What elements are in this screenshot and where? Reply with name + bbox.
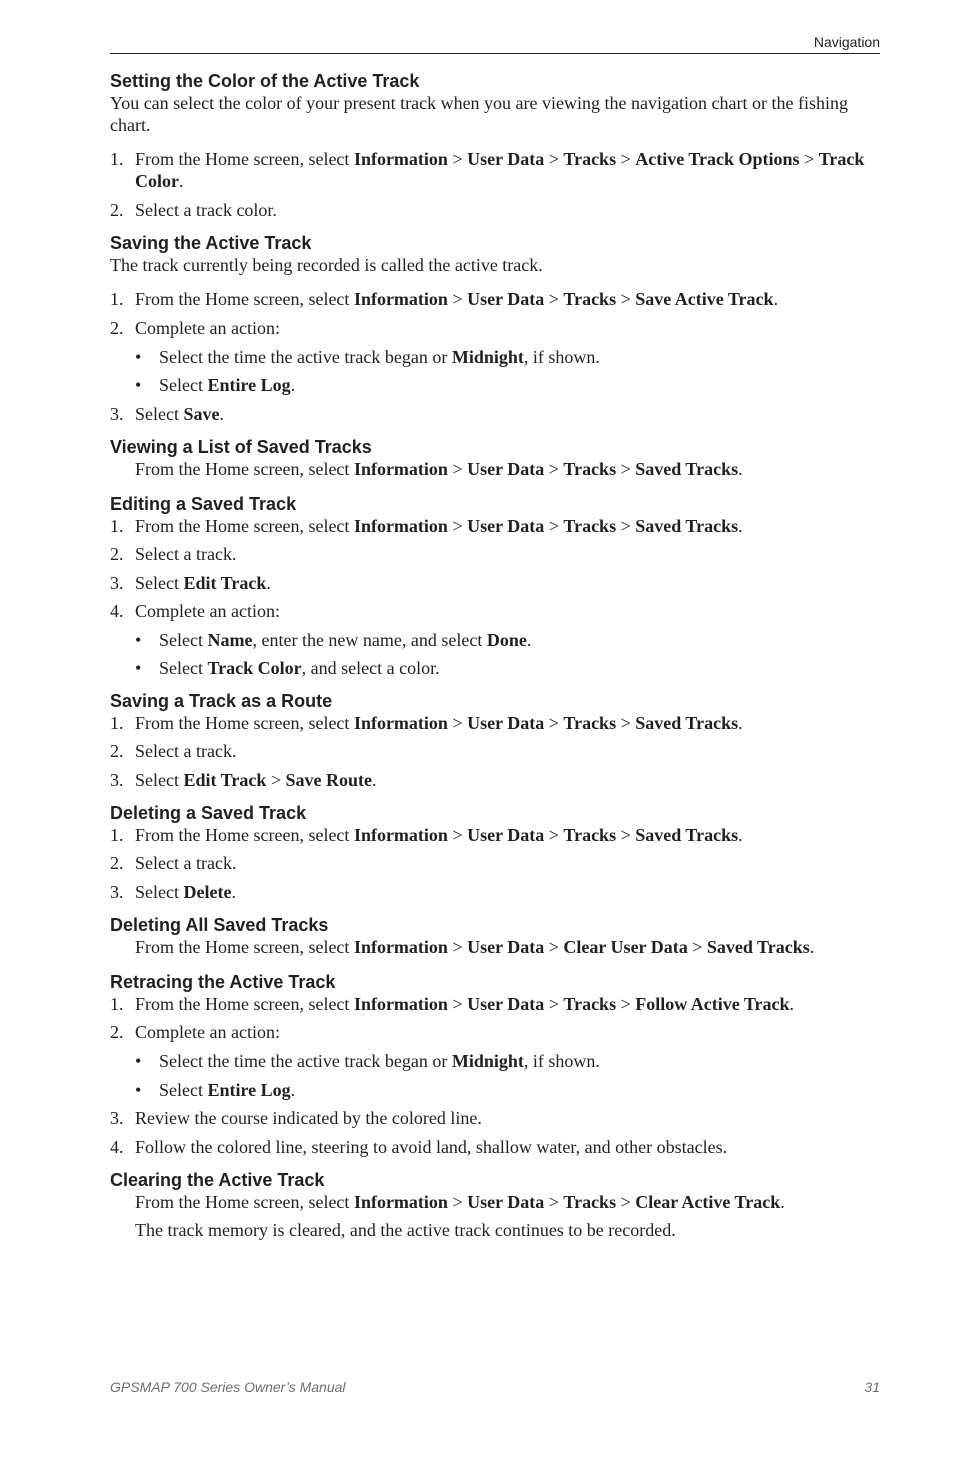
- section-delete-saved-track: [110, 802, 880, 903]
- bullet-item: • Select Entire Log.: [135, 1080, 296, 1100]
- step-item: 1. From the Home screen, select Information > User Data > Tracks > Save Active Track.: [110, 289, 779, 309]
- page-number: 31: [864, 1379, 880, 1395]
- steps-list: [110, 288, 880, 339]
- step-item: 1. From the Home screen, select Information > User Data > Tracks > Active Track Options > Track Color.: [110, 149, 865, 191]
- steps-list: [110, 824, 880, 903]
- bullet-list: [110, 629, 880, 679]
- result-note: The track memory is cleared, and the active track continues to be recorded.: [135, 1220, 676, 1240]
- heading-delete-saved-track: Deleting a Saved Track: [110, 803, 307, 823]
- bullet-item: • Select the time the active track began or Midnight, if shown.: [135, 1051, 600, 1071]
- section-header: Navigation: [813, 34, 880, 50]
- step-item: 3. Select Edit Track > Save Route.: [110, 770, 377, 790]
- section-clear-active-track: [110, 1169, 880, 1241]
- bullet-item: • Select Entire Log.: [135, 375, 296, 395]
- steps-list: [110, 515, 880, 622]
- step-item: 2. Complete an action:: [110, 318, 280, 338]
- section-save-active-track: [110, 232, 880, 425]
- section-delete-all-tracks: [110, 914, 880, 958]
- section-view-saved-tracks: [110, 436, 880, 480]
- instruction-line: From the Home screen, select Information > User Data > Tracks > Clear Active Track.: [135, 1192, 785, 1212]
- intro-text: You can select the color of your present track when you are viewing the navigation chart or the fishing chart.: [110, 93, 848, 135]
- step-item: 2. Select a track.: [110, 741, 237, 761]
- steps-list: [110, 712, 880, 791]
- heading-save-track-as-route: Saving a Track as a Route: [110, 691, 333, 711]
- section-edit-saved-track: [110, 493, 880, 679]
- page-content: [110, 70, 880, 1241]
- instruction-line: From the Home screen, select Information > User Data > Tracks > Saved Tracks.: [135, 459, 743, 479]
- heading-clear-active-track: Clearing the Active Track: [110, 1170, 325, 1190]
- step-item: 3. Select Delete.: [110, 882, 236, 902]
- step-item: 2. Select a track.: [110, 853, 237, 873]
- step-item: 2. Select a track color.: [110, 200, 277, 220]
- instruction-line: From the Home screen, select Information > User Data > Clear User Data > Saved Tracks.: [135, 937, 815, 957]
- step-item: 1. From the Home screen, select Information > User Data > Tracks > Follow Active Track.: [110, 994, 795, 1014]
- steps-list: [110, 993, 880, 1043]
- bullet-item: • Select Name, enter the new name, and select Done.: [135, 630, 532, 650]
- heading-set-track-color: Setting the Color of the Active Track: [110, 71, 420, 91]
- section-retrace-active-track: [110, 971, 880, 1158]
- step-item: 3. Select Save.: [110, 404, 224, 424]
- step-item: 1. From the Home screen, select Information > User Data > Tracks > Saved Tracks.: [110, 825, 743, 845]
- step-item: 1. From the Home screen, select Information > User Data > Tracks > Saved Tracks.: [110, 713, 743, 733]
- intro-text: The track currently being recorded is called the active track.: [110, 255, 543, 275]
- bullet-item: • Select Track Color, and select a color.: [135, 658, 440, 678]
- heading-edit-saved-track: Editing a Saved Track: [110, 494, 297, 514]
- bullet-list: [110, 1050, 880, 1101]
- bullet-item: • Select the time the active track began or Midnight, if shown.: [135, 347, 600, 367]
- step-item: 4. Complete an action:: [110, 601, 280, 621]
- section-save-track-as-route: [110, 690, 880, 791]
- step-item: 2. Select a track.: [110, 544, 237, 564]
- bullet-list: [110, 346, 880, 396]
- heading-save-active-track: Saving the Active Track: [110, 233, 312, 253]
- steps-list: [110, 148, 880, 221]
- footer-manual-title: GPSMAP 700 Series Owner’s Manual: [110, 1379, 346, 1395]
- steps-list: [110, 403, 880, 425]
- heading-delete-all-tracks: Deleting All Saved Tracks: [110, 915, 329, 935]
- step-item: 3. Review the course indicated by the colored line.: [110, 1108, 482, 1128]
- step-item: 2. Complete an action:: [110, 1022, 280, 1042]
- heading-view-saved-tracks: Viewing a List of Saved Tracks: [110, 437, 372, 457]
- heading-retrace-active-track: Retracing the Active Track: [110, 972, 336, 992]
- steps-list: [110, 1107, 880, 1158]
- header-rule: [110, 53, 880, 54]
- step-item: 1. From the Home screen, select Information > User Data > Tracks > Saved Tracks.: [110, 516, 743, 536]
- step-item: 3. Select Edit Track.: [110, 573, 271, 593]
- section-set-track-color: [110, 70, 880, 221]
- step-item: 4. Follow the colored line, steering to avoid land, shallow water, and other obstacles.: [110, 1137, 728, 1157]
